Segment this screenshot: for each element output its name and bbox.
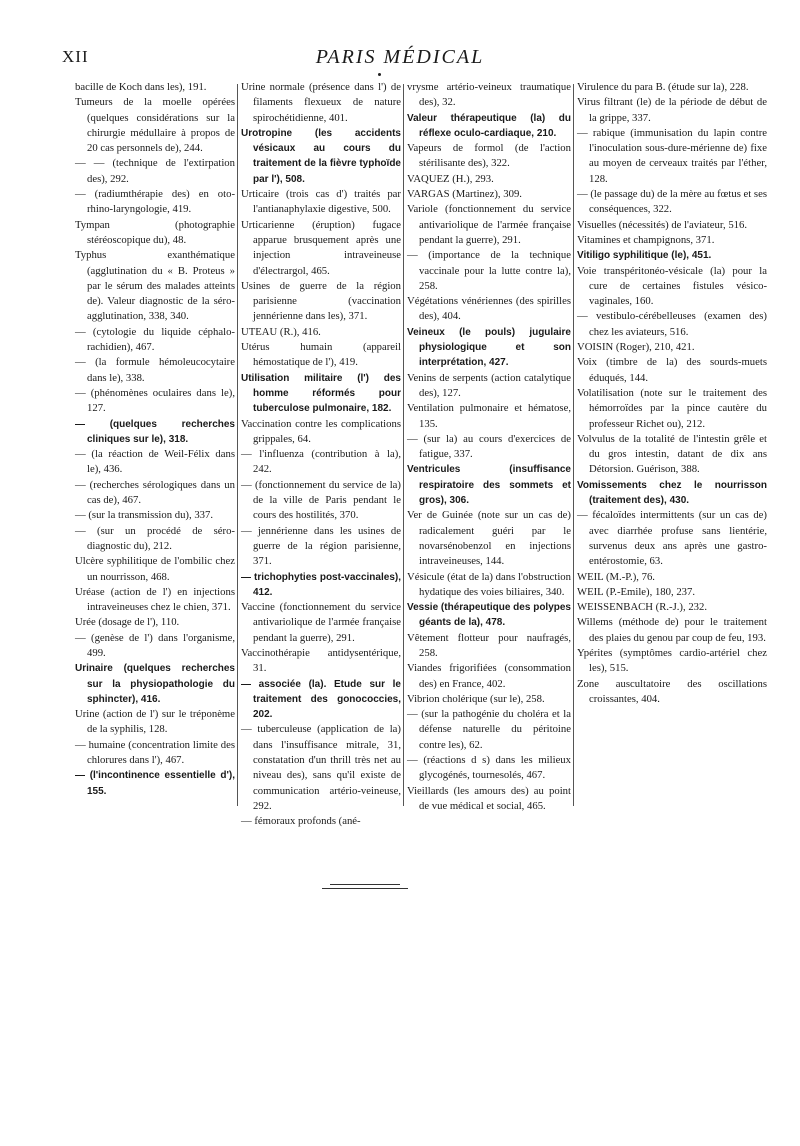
index-column-3	[407, 80, 571, 810]
index-entry: Visuelles (nécessités) de l'aviateur, 516.	[577, 218, 748, 231]
index-entry: — (genèse de l') dans l'organisme, 499.	[75, 631, 235, 659]
index-columns	[75, 80, 775, 828]
index-entry: — (sur la) au cours d'exercices de fatigue, 337.	[407, 432, 571, 461]
index-entry: Viandes frigorifiées (consommation des) en France, 402.	[407, 662, 571, 690]
index-entry: Ventilation pulmonaire et hématose, 135.	[407, 402, 571, 430]
index-entry: Vomissements chez le nourrisson (traitement des), 430.	[577, 479, 767, 507]
index-entry: Urine (action de l') sur le tréponème de la syphilis, 128.	[75, 708, 235, 736]
index-entry: Virus filtrant (le) de la période de début de la grippe, 337.	[577, 96, 767, 124]
column-divider	[237, 84, 238, 806]
index-entry: — (le passage du) de la mère au fœtus et ses conséquences, 322.	[577, 188, 767, 216]
index-entry: — associée (la). Etude sur le traitement des gonococcies, 202.	[241, 678, 401, 721]
index-entry: Urotropine (les accidents vésicaux au cours du traitement de la fièvre typhoïde par l'), 508.	[241, 127, 401, 185]
index-entry: — (quelques recherches cliniques sur le), 318.	[75, 418, 235, 445]
index-entry: Volvulus de la totalité de l'intestin grêle et du gros intestin, datant de dix ans Détorsion. Guérison, 388.	[577, 432, 767, 476]
index-entry: Vêtement flotteur pour naufragés, 258.	[407, 631, 571, 659]
column-divider	[573, 84, 574, 806]
index-entry: Usines de guerre de la région parisienne (vaccination jennérienne dans les), 371.	[241, 279, 401, 323]
index-entry: Veineux (le pouls) jugulaire physiologique et son interprétation, 427.	[407, 326, 571, 369]
index-entry: Virulence du para B. (étude sur la), 228.	[577, 81, 749, 93]
index-entry: Volatilisation (note sur le traitement des hémorroïdes par la pince cautère du professeur Richet ou), 212.	[577, 386, 767, 430]
index-entry: — (cytologie du liquide céphalo-rachidien), 467.	[75, 325, 235, 354]
index-entry: vrysme artério-veineux traumatique des), 32.	[407, 81, 571, 109]
index-entry: Urticarienne (éruption) fugace apparue brusquement après une injection intraveineuse d'électrargol, 465.	[241, 218, 401, 277]
index-entry: Valeur thérapeutique (la) du réflexe oculo-cardiaque, 210.	[407, 112, 571, 139]
index-entry: — trichophyties post-vaccinales), 412.	[241, 571, 401, 598]
index-entry: Urticaire (trois cas d') traités par l'antianaphylaxie digestive, 500.	[241, 188, 401, 216]
index-entry: — (la réaction de Weil-Félix dans le), 436.	[75, 448, 235, 476]
index-entry: Vapeurs de formol (de l'action stérilisante des), 322.	[407, 142, 571, 170]
index-entry: Vitamines et champignons, 371.	[577, 233, 715, 246]
index-entry: Vessie (thérapeutique des polypes géants de la), 478.	[407, 602, 571, 629]
index-entry: — humaine (concentration limite des chlorures dans l'), 467.	[75, 738, 235, 767]
index-entry: — — (technique de l'extirpation des), 292.	[75, 157, 235, 185]
index-entry: — (sur un procédé de séro-diagnostic du), 212.	[75, 524, 235, 552]
index-entry: Voix (timbre de la) des sourds-muets éduqués, 144.	[577, 356, 767, 384]
index-entry: Ulcère syphilitique de l'ombilic chez un nourrisson, 468.	[75, 555, 235, 583]
index-entry: Zone auscultatoire des oscillations croissantes, 404.	[577, 677, 767, 705]
index-entry: Vibrion cholérique (sur le), 258.	[407, 692, 545, 705]
index-entry: Végétations vénériennes (des spirilles des), 404.	[407, 295, 571, 323]
index-entry: — (l'incontinence essentielle d'), 155.	[75, 770, 235, 797]
index-entry: Vaccine (fonctionnement du service antivariolique de l'armée française pendant la guerre), 291.	[241, 601, 401, 644]
index-entry: Willems (méthode de) pour le traitement des plaies du genou par coup de feu, 193.	[577, 616, 767, 644]
index-entry: — (fonctionnement du service de la) de la ville de Paris pendant le cours des hostilités, 370.	[241, 478, 401, 522]
index-entry: Ventricules (insuffisance respiratoire des sommets et gros), 306.	[407, 464, 571, 507]
header-dot	[378, 73, 381, 76]
index-entry: — fécaloïdes intermittents (sur un cas de) avec diarrhée profuse sans lientérie, survenus deux ans après une gastro-entérostomie, 63.	[577, 509, 767, 568]
index-entry: Ver de Guinée (note sur un cas de) radicalement guéri par le novarsénobenzol en injections intraveineuses, 144.	[407, 509, 571, 568]
index-entry: Utilisation militaire (l') des homme réformés pour tuberculose pulmonaire, 182.	[241, 372, 401, 415]
index-entry: — tuberculeuse (application de la) dans l'insuffisance mitrale, 31, constatation d'un thrill très net au niveau des), sans qu'il existe de communication artério-veineuse, 292.	[241, 723, 401, 812]
page-number: XII	[62, 47, 89, 66]
index-entry: Utérus humain (appareil hémostatique de l'), 419.	[241, 341, 401, 369]
index-entry: Urinaire (quelques recherches sur la physiopathologie du sphincter), 416.	[75, 663, 235, 705]
running-title: PARIS MÉDICAL	[315, 46, 485, 68]
index-entry: VARGAS (Martinez), 309.	[407, 188, 522, 201]
index-entry: Voie transpéritonéo-vésicale (la) pour la cure de certaines fistules vésico-vaginales, 160.	[577, 264, 767, 308]
index-entry: Urine normale (présence dans l') de filaments flexueux de nature spirochétidienne, 401.	[241, 81, 401, 124]
index-entry: WEIL (M.-P.), 76.	[577, 570, 655, 583]
index-entry: Vaccination contre les complications grippales, 64.	[241, 417, 401, 445]
index-entry: — vestibulo-cérébelleuses (examen des) chez les aviateurs, 516.	[577, 310, 767, 338]
index-entry: Tympan (photographie stéréoscopique du), 48.	[75, 218, 235, 246]
index-entry: Tumeurs de la moelle opérées (quelques considérations sur la chirurgie médullaire à propos de 20 cas personnels de), 244.	[75, 96, 235, 155]
index-entry: — (sur la pathogénie du choléra et la défense naturelle du péritoine contre les), 62.	[407, 708, 571, 751]
index-entry: bacille de Koch dans les), 191.	[75, 81, 207, 93]
index-entry: Venins de serpents (action catalytique des), 127.	[407, 371, 571, 399]
index-entry: Urée (dosage de l'), 110.	[75, 616, 180, 629]
index-entry: Vieillards (les amours des) au point de vue médical et social, 465.	[407, 784, 571, 812]
index-entry: — (la formule hémoleucocytaire dans le), 338.	[75, 356, 235, 384]
index-entry: Variole (fonctionnement du service antivariolique de l'armée française pendant la guerre), 291.	[407, 203, 571, 246]
index-entry: Uréase (action de l') en injections intraveineuses chez le chien, 371.	[75, 585, 235, 614]
index-entry: VOISIN (Roger), 210, 421.	[577, 341, 695, 354]
index-entry: Ypérites (symptômes cardio-artériel chez les), 515.	[577, 646, 767, 675]
index-entry: — (sur la transmission du), 337.	[75, 509, 214, 522]
index-entry: — fémoraux profonds (ané-	[241, 815, 361, 828]
index-entry: WEISSENBACH (R.-J.), 232.	[577, 601, 708, 614]
footer-rule	[322, 888, 408, 889]
footer-rule	[330, 884, 400, 885]
index-entry: Vitiligo syphilitique (le), 451.	[577, 250, 712, 262]
index-entry: WEIL (P.-Emile), 180, 237.	[577, 585, 696, 598]
index-entry: Vésicule (état de la) dans l'obstruction hydatique des voies biliaires, 340.	[407, 570, 571, 598]
index-entry: — (importance de la technique vaccinale pour la lutte contre la), 258.	[407, 249, 571, 292]
index-entry: Vaccinothérapie antidysentérique, 31.	[241, 646, 401, 675]
column-divider	[403, 84, 404, 806]
index-entry: — l'influenza (contribution à la), 242.	[241, 448, 401, 476]
index-entry: UTEAU (R.), 416.	[241, 325, 321, 338]
index-entry: VAQUEZ (H.), 293.	[407, 172, 494, 185]
index-entry: — (recherches sérologiques dans un cas de), 467.	[75, 478, 235, 507]
index-entry: — (réactions d s) dans les milieux glycogénés, tournesolés, 467.	[407, 754, 571, 782]
index-column-1	[75, 80, 235, 810]
index-column-2	[241, 80, 401, 828]
index-entry: — rabique (immunisation du lapin contre l'inoculation sous-dure-mérienne de) fixe au moyen de cerveaux traités par l'éther, 128.	[577, 126, 767, 185]
index-entry: — (radiumthérapie des) en oto-rhino-laryngologie, 419.	[75, 188, 235, 216]
index-entry: — jennérienne dans les usines de guerre de la région parisienne, 371.	[241, 524, 401, 568]
index-entry: Typhus exanthématique (agglutination du « B. Proteus » par le sérum des malades atteints de). Valeur diagnostic de la séro-agglutination, 338, 340.	[75, 249, 235, 323]
index-entry: — (phénomènes oculaires dans le), 127.	[75, 386, 235, 415]
index-column-4	[577, 80, 767, 810]
